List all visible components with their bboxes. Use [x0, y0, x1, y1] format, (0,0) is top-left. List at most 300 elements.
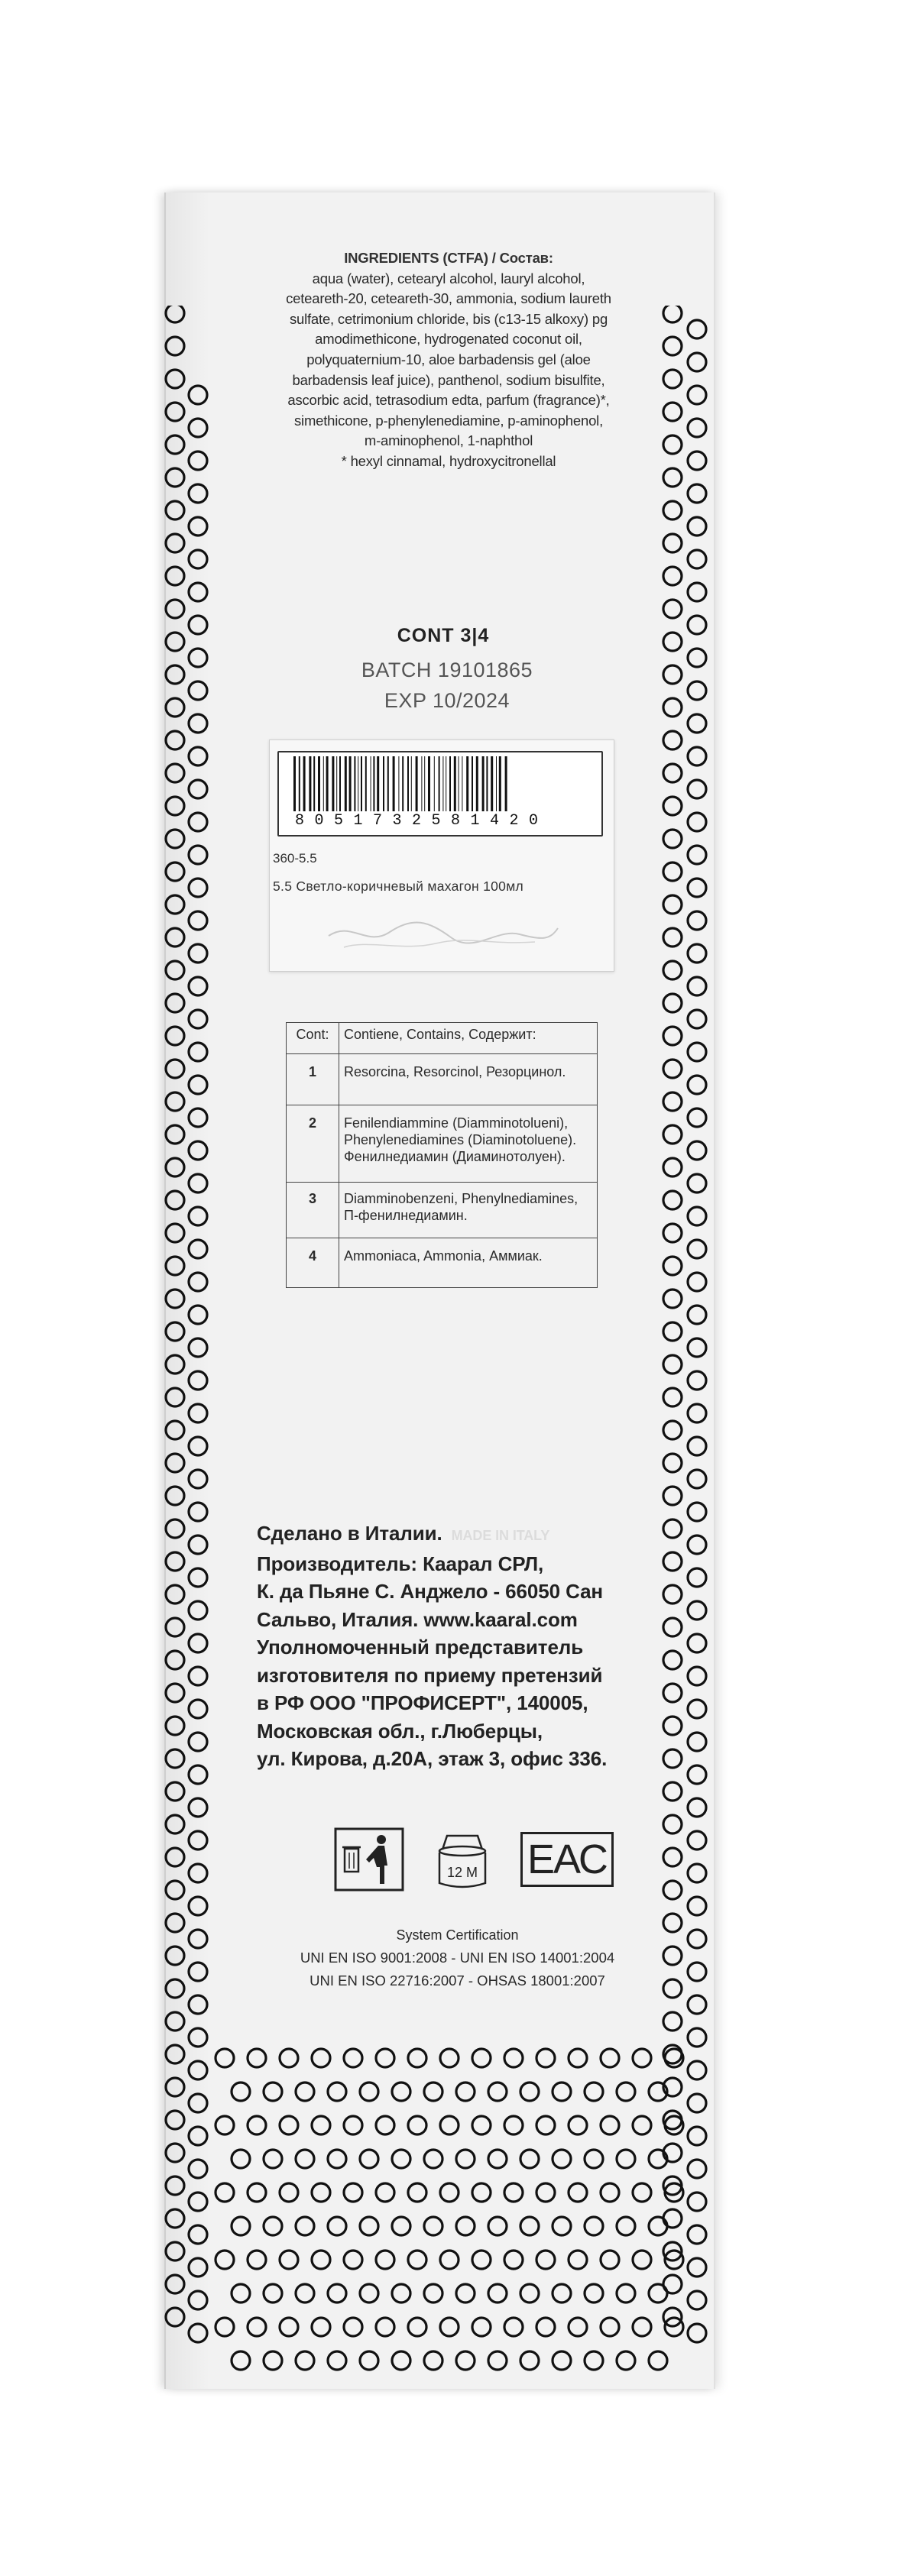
pattern-loop — [189, 484, 207, 503]
pattern-loop — [663, 1027, 682, 1045]
pattern-loop — [166, 1191, 184, 1209]
pattern-loop — [472, 2251, 491, 2269]
pattern-loop — [688, 1338, 706, 1357]
pattern-loop — [649, 2082, 667, 2101]
barcode-bar — [383, 756, 384, 811]
pattern-loop — [166, 731, 184, 749]
pattern-loop — [189, 1043, 207, 1061]
barcode-bar — [293, 756, 296, 811]
pattern-loop — [392, 2284, 410, 2303]
pattern-loop — [663, 665, 682, 684]
compliance-icons — [334, 1827, 614, 1892]
pattern-loop — [344, 2318, 362, 2336]
manufacturer-line: Производитель: Каарал СРЛ, — [257, 1552, 544, 1575]
pattern-loop — [189, 2028, 207, 2047]
pattern-loop — [663, 731, 682, 749]
pattern-loop — [688, 747, 706, 765]
pattern-loop — [688, 1108, 706, 1127]
pattern-loop — [553, 2351, 571, 2370]
pattern-loop — [688, 2193, 706, 2211]
pattern-loop — [688, 386, 706, 404]
pattern-loop — [663, 1651, 682, 1669]
pattern-loop — [585, 2284, 603, 2303]
row-number: 2 — [287, 1105, 339, 1183]
pattern-loop — [649, 2351, 667, 2370]
sku-code: 360-5.5 — [273, 851, 317, 866]
pattern-loop — [166, 2078, 184, 2096]
made-in-line — [257, 1519, 658, 1550]
pattern-loop — [663, 1749, 682, 1768]
pattern-loop — [166, 1092, 184, 1111]
pattern-loop — [504, 2116, 523, 2134]
pattern-loop — [166, 633, 184, 651]
pattern-loop — [688, 1963, 706, 1981]
pattern-loop — [688, 1930, 706, 1948]
pattern-loop — [189, 879, 207, 897]
pattern-loop — [688, 944, 706, 963]
pattern-loop — [166, 1027, 184, 1045]
made-in-italy: Сделано в Италии. — [257, 1522, 442, 1545]
pattern-loop — [189, 1963, 207, 1981]
barcode-bar — [349, 756, 352, 811]
pattern-loop — [408, 2318, 426, 2336]
pattern-loop — [456, 2284, 475, 2303]
row-number: 1 — [287, 1054, 339, 1105]
pattern-loop — [166, 337, 184, 355]
pattern-loop — [601, 2251, 619, 2269]
pattern-loop — [408, 2183, 426, 2202]
barcode-bar — [299, 756, 300, 811]
pattern-loop — [166, 994, 184, 1012]
pattern-loop — [663, 337, 682, 355]
table-header-contains: Contiene, Contains, Содержит: — [339, 1023, 598, 1054]
pattern-loop — [663, 1552, 682, 1571]
pattern-loop — [688, 911, 706, 930]
pattern-loop — [665, 2318, 683, 2336]
pattern-loop — [688, 977, 706, 995]
pattern-loop — [665, 2183, 683, 2202]
pattern-loop — [166, 1355, 184, 1374]
pattern-loop — [312, 2116, 330, 2134]
barcode-bar — [424, 756, 425, 811]
certification-title: System Certification — [396, 1927, 519, 1943]
pattern-loop — [688, 550, 706, 568]
pattern-loop — [376, 2049, 394, 2067]
pattern-loop — [166, 895, 184, 914]
pattern-loop — [688, 583, 706, 601]
barcode-bar — [472, 756, 473, 811]
pattern-loop — [663, 797, 682, 815]
pattern-loop — [408, 2251, 426, 2269]
pattern-loop — [376, 2183, 394, 2202]
ean-number: 8051732581420 — [295, 812, 549, 830]
pattern-loop — [663, 2012, 682, 2031]
pattern-loop — [328, 2082, 346, 2101]
pattern-loop — [166, 1782, 184, 1801]
barcode-bar — [434, 756, 435, 811]
pattern-loop — [189, 2324, 207, 2342]
disposal-icon — [334, 1827, 404, 1892]
pattern-loop — [688, 1240, 706, 1258]
pattern-loop — [189, 2061, 207, 2079]
pattern-loop — [663, 1848, 682, 1866]
pattern-loop — [536, 2183, 555, 2202]
pattern-loop — [166, 2242, 184, 2260]
pattern-loop — [166, 1388, 184, 1406]
pattern-loop — [663, 567, 682, 585]
barcode-bar — [336, 756, 337, 811]
pattern-loop — [280, 2318, 298, 2336]
pattern-loop — [663, 1092, 682, 1111]
pattern-loop — [328, 2284, 346, 2303]
pattern-loop — [617, 2082, 635, 2101]
pattern-loop — [280, 2183, 298, 2202]
pattern-loop — [166, 1979, 184, 1998]
pattern-loop — [633, 2183, 651, 2202]
pattern-loop — [569, 2116, 587, 2134]
pattern-loop — [166, 306, 184, 322]
pattern-loop — [663, 1421, 682, 1439]
pattern-loop — [663, 862, 682, 881]
pattern-loop — [633, 2049, 651, 2067]
pattern-loop — [663, 1355, 682, 1374]
pattern-loop — [189, 944, 207, 963]
pattern-loop — [189, 1174, 207, 1193]
pattern-loop — [312, 2251, 330, 2269]
pattern-loop — [663, 961, 682, 979]
barcode-bar — [309, 756, 311, 811]
pattern-loop — [688, 1798, 706, 1817]
pattern-loop — [216, 2318, 234, 2336]
pattern-loop — [376, 2116, 394, 2134]
certification-block — [257, 1924, 658, 1992]
pattern-loop — [472, 2116, 491, 2134]
pattern-loop — [585, 2150, 603, 2168]
pattern-loop — [166, 1322, 184, 1341]
pattern-loop — [663, 764, 682, 782]
barcode-bar — [416, 756, 418, 811]
pattern-loop — [440, 2183, 459, 2202]
barcode-bar — [387, 756, 389, 811]
pattern-loop — [601, 2049, 619, 2067]
pattern-loop — [553, 2284, 571, 2303]
pattern-loop — [166, 1684, 184, 1702]
pattern-loop — [248, 2116, 266, 2134]
pattern-loop — [688, 1667, 706, 1685]
pattern-loop — [189, 386, 207, 404]
pattern-loop — [189, 681, 207, 700]
pattern-loop — [296, 2217, 314, 2235]
barcode-bar — [505, 756, 507, 811]
row-text: Resorcina, Resorcinol, Резорцинол. — [339, 1054, 598, 1105]
pattern-loop — [189, 1601, 207, 1620]
pattern-loop — [189, 1536, 207, 1554]
pattern-loop — [688, 1634, 706, 1652]
pattern-loop — [688, 320, 706, 338]
pattern-loop — [688, 2258, 706, 2277]
barcode-bar — [402, 756, 404, 811]
pattern-loop — [189, 451, 207, 470]
pattern-loop — [312, 2318, 330, 2336]
pattern-loop — [248, 2251, 266, 2269]
pattern-loop — [296, 2351, 314, 2370]
pattern-loop — [392, 2150, 410, 2168]
pattern-loop — [688, 1470, 706, 1488]
pattern-loop — [688, 1273, 706, 1291]
barcode-bar — [323, 756, 324, 811]
pattern-loop — [663, 370, 682, 388]
pattern-loop — [601, 2183, 619, 2202]
pattern-loop — [663, 306, 682, 322]
certification-line: UNI EN ISO 9001:2008 - UNI EN ISO 14001:2004 — [300, 1950, 615, 1966]
eac-mark-icon: ЕАС — [520, 1832, 614, 1887]
pattern-loop — [166, 1158, 184, 1176]
manufacturer-line: ул. Кирова, д.20А, этаж 3, офис 336. — [257, 1747, 608, 1770]
pattern-loop — [688, 2028, 706, 2047]
pattern-loop — [663, 1684, 682, 1702]
pattern-loop — [344, 2251, 362, 2269]
pattern-loop — [663, 1618, 682, 1636]
pattern-loop — [488, 2082, 507, 2101]
pattern-loop — [189, 583, 207, 601]
pattern-loop — [663, 1290, 682, 1308]
pattern-loop — [663, 501, 682, 519]
barcode-bar — [332, 756, 334, 811]
pattern-loop — [408, 2116, 426, 2134]
made-in-italy-ghost: MADE IN ITALY — [451, 1528, 550, 1543]
pattern-loop — [504, 2049, 523, 2067]
pattern-loop — [688, 1306, 706, 1324]
pattern-loop — [663, 1388, 682, 1406]
pattern-loop — [456, 2217, 475, 2235]
pattern-loop — [665, 2116, 683, 2134]
pattern-loop — [166, 2308, 184, 2326]
pattern-loop — [344, 2116, 362, 2134]
pattern-loop — [688, 1700, 706, 1718]
barcode-bar — [449, 756, 451, 811]
pattern-loop — [520, 2284, 539, 2303]
pattern-loop — [688, 1043, 706, 1061]
pattern-loop — [166, 2209, 184, 2228]
pattern-loop — [189, 517, 207, 536]
pattern-loop — [663, 895, 682, 914]
pattern-loop — [189, 780, 207, 798]
pattern-loop — [376, 2251, 394, 2269]
pattern-loop — [688, 484, 706, 503]
pattern-loop — [280, 2049, 298, 2067]
pattern-loop — [440, 2251, 459, 2269]
barcode-bar — [499, 756, 501, 811]
pattern-loop — [663, 1782, 682, 1801]
pattern-loop — [189, 419, 207, 437]
row-number: 3 — [287, 1183, 339, 1238]
pattern-loop — [166, 797, 184, 815]
barcode-bar — [377, 756, 379, 811]
pattern-loop — [264, 2082, 282, 2101]
manufacturer-line: К. да Пьяне С. Анджело - 66050 Сан — [257, 1580, 604, 1603]
pattern-loop — [617, 2217, 635, 2235]
barcode-bar — [318, 756, 320, 811]
pattern-loop — [569, 2251, 587, 2269]
pattern-loop — [688, 681, 706, 700]
barcode-bar — [339, 756, 341, 811]
pattern-loop — [189, 550, 207, 568]
pattern-loop — [189, 714, 207, 733]
pattern-loop — [166, 370, 184, 388]
pattern-loop — [376, 2318, 394, 2336]
pattern-loop — [585, 2217, 603, 2235]
pattern-loop — [488, 2284, 507, 2303]
pattern-loop — [688, 1141, 706, 1160]
pattern-loop — [189, 1733, 207, 1751]
barcode-bar — [496, 756, 497, 811]
barcode-bar — [421, 756, 422, 811]
pattern-loop — [216, 2049, 234, 2067]
barcode-bar — [345, 756, 347, 811]
pattern-loop — [189, 2258, 207, 2277]
pattern-loop — [216, 2183, 234, 2202]
pattern-loop — [688, 2225, 706, 2244]
pattern-loop — [166, 2045, 184, 2063]
table-header-cont: Cont: — [287, 1023, 339, 1054]
pattern-loop — [312, 2049, 330, 2067]
pattern-loop — [232, 2217, 250, 2235]
pattern-loop — [328, 2150, 346, 2168]
pattern-loop — [553, 2150, 571, 2168]
pao-jar-icon — [435, 1830, 490, 1889]
pattern-loop — [663, 994, 682, 1012]
pattern-loop — [296, 2150, 314, 2168]
pattern-loop — [504, 2183, 523, 2202]
pattern-loop — [688, 649, 706, 667]
pattern-loop — [663, 1125, 682, 1144]
pattern-loop — [456, 2150, 475, 2168]
barcode-bar — [354, 756, 355, 811]
pattern-loop — [520, 2351, 539, 2370]
cont-label: CONT 3|4 — [397, 625, 490, 646]
pattern-loop — [663, 1815, 682, 1833]
pattern-loop — [166, 534, 184, 552]
pattern-loop — [617, 2351, 635, 2370]
pattern-loop — [665, 2049, 683, 2067]
pattern-loop — [688, 1437, 706, 1455]
pattern-loop — [440, 2116, 459, 2134]
pattern-loop — [440, 2049, 459, 2067]
manufacturer-line: изготовителя по приему претензий — [257, 1663, 603, 1687]
pattern-loop — [617, 2150, 635, 2168]
pattern-loop — [663, 1717, 682, 1735]
pattern-loop — [189, 2225, 207, 2244]
barcode-bar — [361, 756, 362, 811]
pattern-loop — [663, 928, 682, 947]
pattern-loop — [232, 2284, 250, 2303]
pattern-loop — [189, 813, 207, 831]
pattern-loop — [264, 2351, 282, 2370]
ingredients-footnote: * hexyl cinnamal, hydroxycitronellal — [341, 452, 556, 469]
pattern-loop — [663, 1585, 682, 1604]
pattern-loop — [633, 2251, 651, 2269]
pattern-loop — [688, 2061, 706, 2079]
pattern-loop — [166, 1519, 184, 1538]
pattern-loop — [688, 846, 706, 864]
pattern-loop — [536, 2116, 555, 2134]
handwritten-mark — [321, 905, 566, 959]
pattern-loop — [663, 1979, 682, 1998]
product-name: 5.5 Светло-коричневый махагон 100мл — [273, 879, 524, 894]
row-text: Diamminobenzeni, Phenylnediamines, П-фенилнедиамин. — [339, 1183, 598, 1238]
table-header-row — [287, 1023, 598, 1054]
pattern-loop — [601, 2116, 619, 2134]
pattern-loop — [536, 2049, 555, 2067]
table-row — [287, 1105, 598, 1183]
pattern-loop — [688, 1765, 706, 1784]
pattern-loop — [166, 1585, 184, 1604]
pattern-loop — [189, 2094, 207, 2112]
barcode-bar — [326, 756, 329, 811]
pattern-loop — [649, 2284, 667, 2303]
pattern-loop — [536, 2251, 555, 2269]
pattern-loop — [456, 2351, 475, 2370]
pattern-loop — [328, 2217, 346, 2235]
pattern-loop — [166, 1487, 184, 1505]
manufacturer-line: Сальво, Италия. www.kaaral.com — [257, 1607, 578, 1631]
pattern-loop — [166, 1651, 184, 1669]
pattern-loop — [166, 1257, 184, 1275]
pattern-loop — [264, 2150, 282, 2168]
pattern-loop — [520, 2217, 539, 2235]
manufacturer-line: Московская обл., г.Люберцы, — [257, 1719, 543, 1743]
pattern-loop — [189, 1371, 207, 1390]
pattern-loop — [166, 1848, 184, 1866]
pattern-loop — [688, 616, 706, 634]
pattern-loop — [688, 451, 706, 470]
pattern-loop — [663, 468, 682, 487]
barcode-bar — [398, 756, 399, 811]
pattern-loop — [189, 1864, 207, 1882]
pattern-loop — [166, 435, 184, 454]
pattern-loop — [424, 2217, 442, 2235]
pattern-loop — [633, 2318, 651, 2336]
barcode-bar — [482, 756, 485, 811]
pattern-loop — [688, 2127, 706, 2145]
manufacturer-block — [257, 1519, 658, 1773]
pattern-loop — [472, 2318, 491, 2336]
pattern-loop — [189, 1141, 207, 1160]
pattern-loop — [344, 2049, 362, 2067]
pattern-loop — [663, 1191, 682, 1209]
pattern-loop — [688, 714, 706, 733]
pattern-loop — [189, 1568, 207, 1587]
pattern-loop — [520, 2150, 539, 2168]
pattern-loop — [189, 1338, 207, 1357]
pattern-loop — [663, 1881, 682, 1899]
ingredients-block — [284, 248, 613, 472]
table-row — [287, 1054, 598, 1105]
pattern-loop — [688, 813, 706, 831]
pattern-loop — [688, 1568, 706, 1587]
pattern-loop — [166, 2275, 184, 2293]
pattern-loop — [166, 1454, 184, 1472]
pattern-loop — [688, 1503, 706, 1521]
table-row — [287, 1238, 598, 1288]
pattern-loop — [189, 616, 207, 634]
pattern-loop — [663, 403, 682, 421]
barcode-bar — [373, 756, 374, 811]
pattern-loop — [216, 2251, 234, 2269]
pattern-loop — [264, 2217, 282, 2235]
pattern-loop — [688, 1831, 706, 1849]
barcode-bar — [439, 756, 440, 811]
